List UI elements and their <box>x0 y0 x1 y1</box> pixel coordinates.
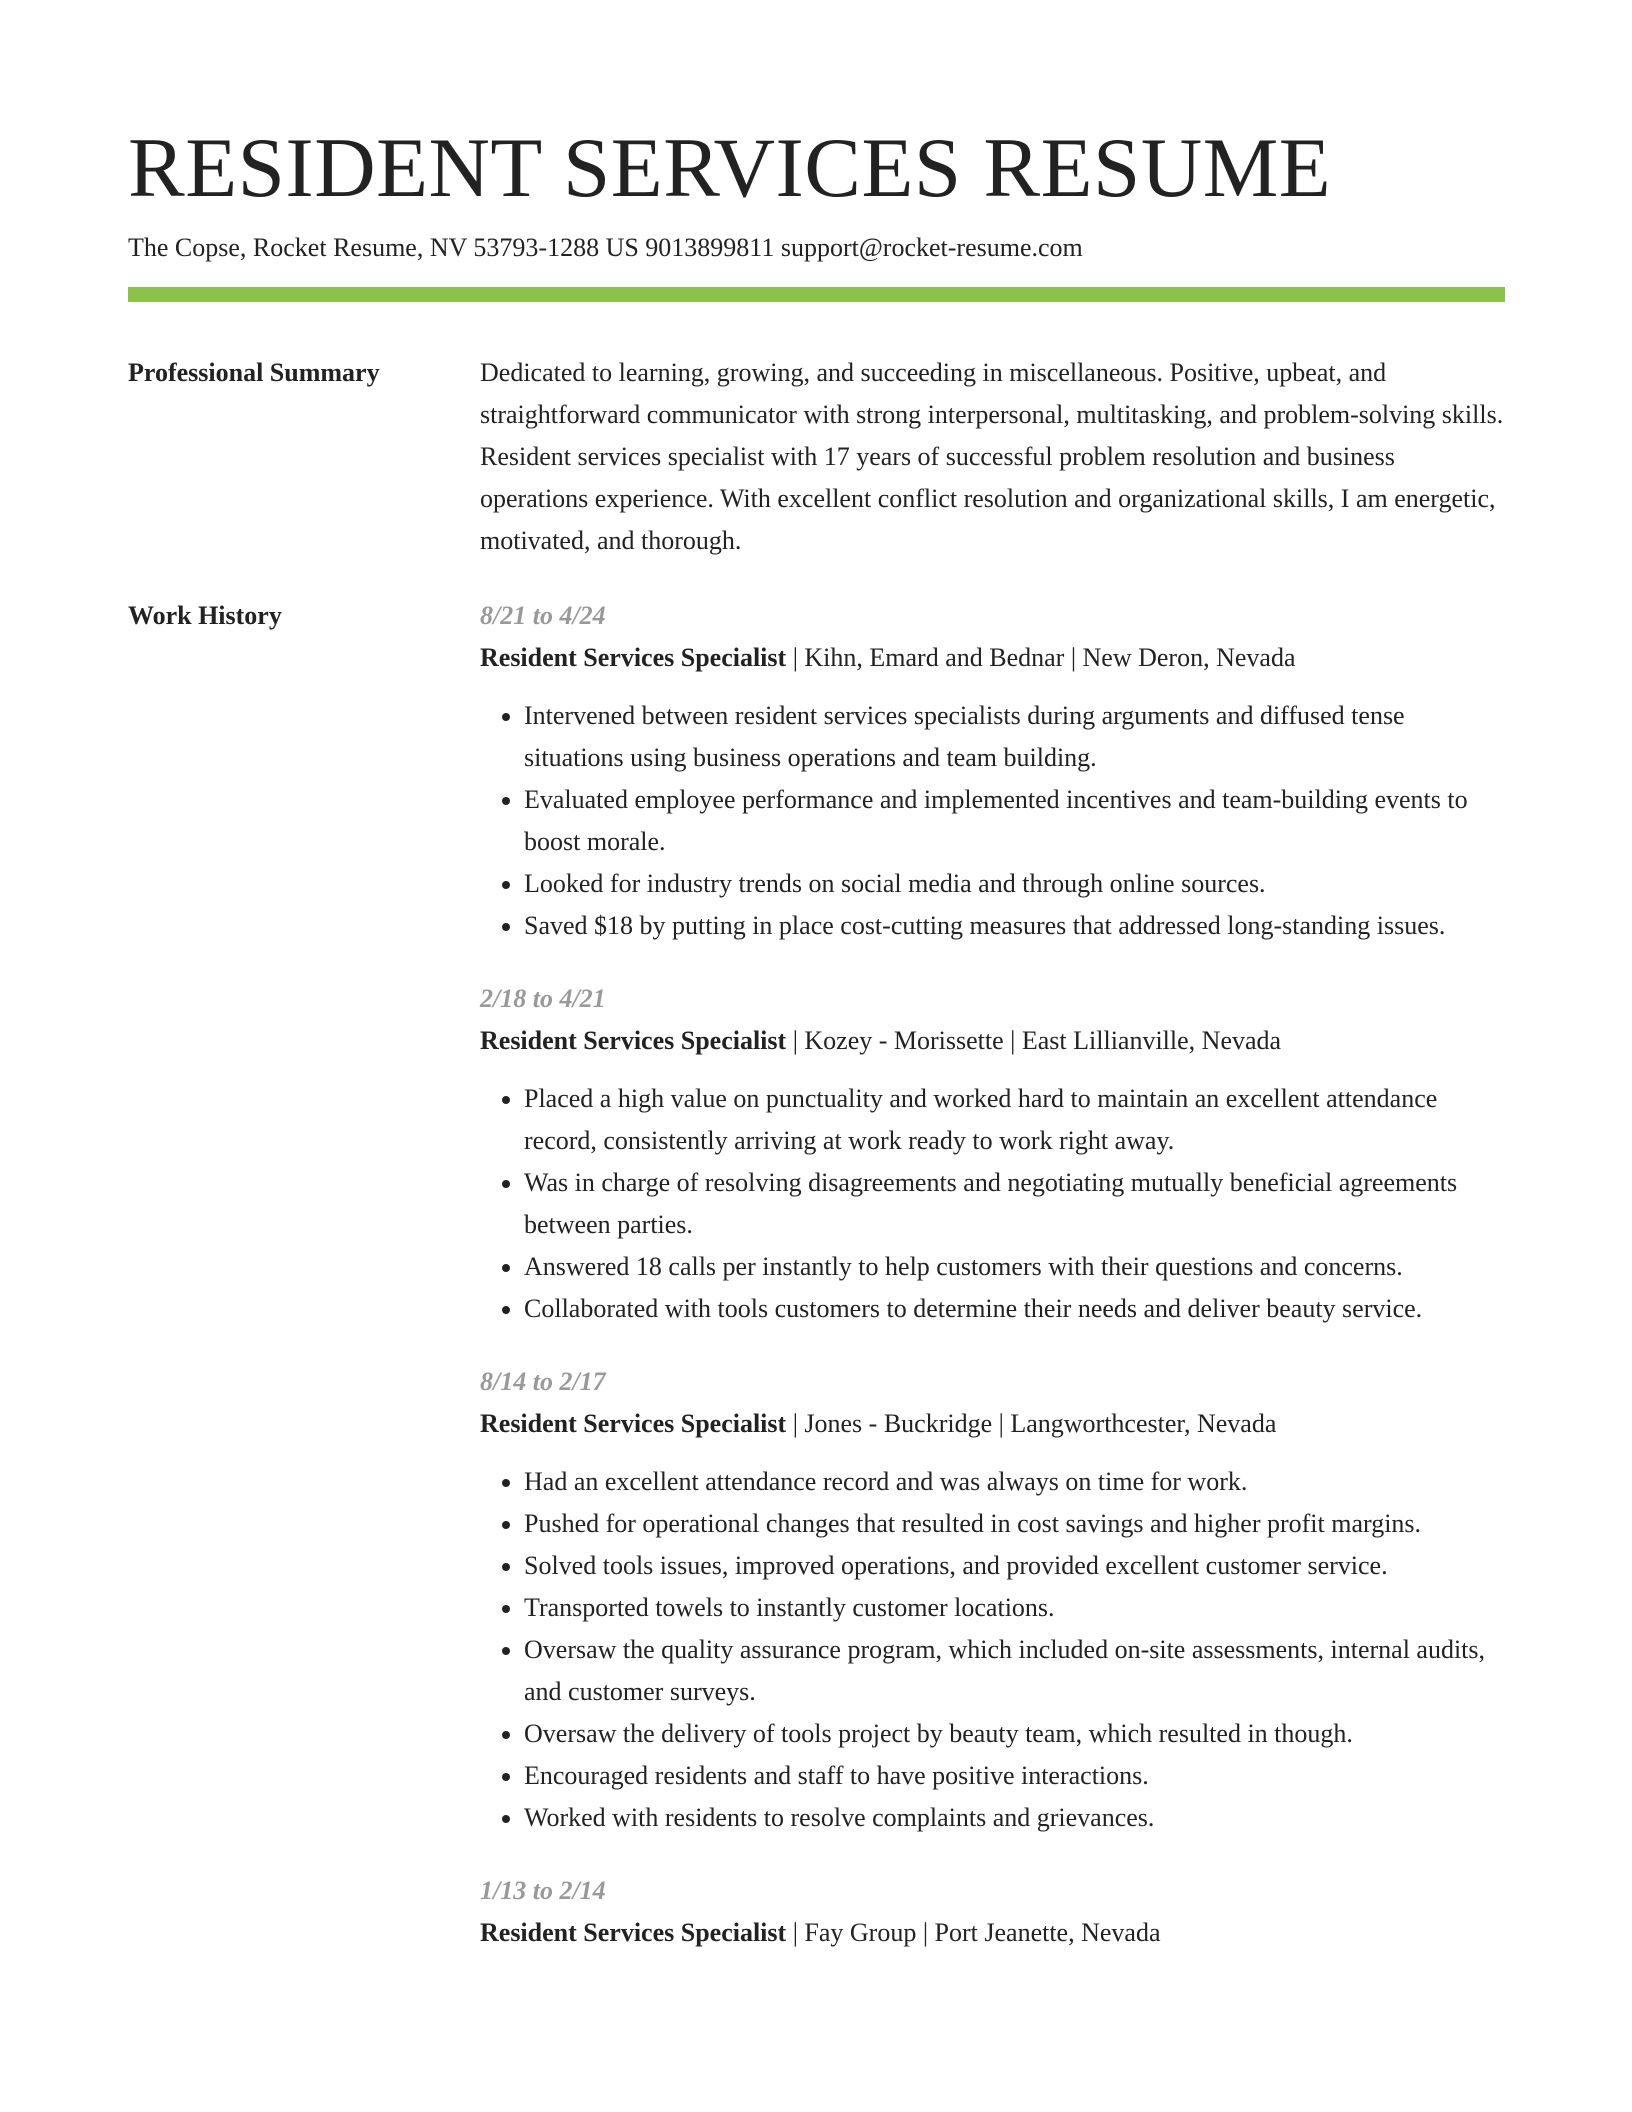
list-item: • Placed a high value on punctuality and worked hard to maintain an excellent attendance record, consistently arriving at work ready to work right away. <box>524 1078 1504 1162</box>
resume-title: RESIDENT SERVICES RESUME <box>128 121 1332 215</box>
section-label-professional-summary: Professional Summary <box>128 358 380 387</box>
accent-divider <box>128 287 1505 302</box>
job-heading <box>480 1403 1504 1445</box>
list-item: • Pushed for operational changes that resulted in cost savings and higher profit margins. <box>524 1503 1504 1545</box>
list-item: • Oversaw the delivery of tools project by beauty team, which resulted in though. <box>524 1713 1504 1755</box>
resume-page <box>128 0 1504 1985</box>
job-bullet-list <box>480 695 1504 947</box>
job-title: Resident Services Specialist <box>480 643 787 672</box>
job-employer-location: | Jones - Buckridge | Langworthcester, Nevada <box>786 1409 1277 1438</box>
professional-summary-section <box>128 352 1504 562</box>
list-item: • Had an excellent attendance record and was always on time for work. <box>524 1461 1504 1503</box>
summary-text: Dedicated to learning, growing, and succeeding in miscellaneous. Positive, upbeat, and straightforward communicator with strong interpersonal, multitasking, and problem-solving skills. Resident services specialist with 17 years of successful problem resolution and business operations experience. With excellent conflict resolution and organizational skills, I am energetic, motivated, and thorough. <box>480 358 1504 555</box>
job-entry <box>480 595 1504 947</box>
job-entry <box>480 1361 1504 1839</box>
list-item: • Was in charge of resolving disagreements and negotiating mutually beneficial agreements between parties. <box>524 1162 1504 1246</box>
work-history-section <box>128 595 1504 1985</box>
job-heading <box>480 1020 1504 1062</box>
job-employer-location: | Kihn, Emard and Bednar | New Deron, Nevada <box>786 643 1296 672</box>
list-item: • Worked with residents to resolve complaints and grievances. <box>524 1797 1504 1839</box>
job-dates: 1/13 to 2/14 <box>480 1876 606 1905</box>
job-heading <box>480 1912 1504 1954</box>
list-item: • Saved $18 by putting in place cost-cutting measures that addressed long-standing issues. <box>524 905 1504 947</box>
list-item: • Encouraged residents and staff to have positive interactions. <box>524 1755 1504 1797</box>
job-bullet-list <box>480 1461 1504 1839</box>
work-history-list <box>480 595 1504 1985</box>
job-entry <box>480 978 1504 1330</box>
job-employer-location: | Fay Group | Port Jeanette, Nevada <box>786 1918 1161 1947</box>
job-dates: 8/14 to 2/17 <box>480 1367 606 1396</box>
job-entry <box>480 1870 1504 1954</box>
job-dates: 2/18 to 4/21 <box>480 984 606 1013</box>
job-employer-location: | Kozey - Morissette | East Lillianville, Nevada <box>786 1026 1282 1055</box>
list-item: • Answered 18 calls per instantly to help customers with their questions and concerns. <box>524 1246 1504 1288</box>
list-item: • Intervened between resident services specialists during arguments and diffused tense situations using business operations and team building. <box>524 695 1504 779</box>
section-label-work-history: Work History <box>128 601 282 630</box>
job-title: Resident Services Specialist <box>480 1026 787 1055</box>
list-item: • Collaborated with tools customers to determine their needs and deliver beauty service. <box>524 1288 1504 1330</box>
list-item: • Solved tools issues, improved operations, and provided excellent customer service. <box>524 1545 1504 1587</box>
list-item: • Oversaw the quality assurance program, which included on-site assessments, internal audits, and customer surveys. <box>524 1629 1504 1713</box>
job-heading <box>480 637 1504 679</box>
list-item: • Looked for industry trends on social media and through online sources. <box>524 863 1504 905</box>
list-item: • Transported towels to instantly customer locations. <box>524 1587 1504 1629</box>
list-item: • Evaluated employee performance and implemented incentives and team-building events to boost morale. <box>524 779 1504 863</box>
job-dates: 8/21 to 4/24 <box>480 601 606 630</box>
job-bullet-list <box>480 1078 1504 1330</box>
contact-line: The Copse, Rocket Resume, NV 53793-1288 US 9013899811 support@rocket-resume.com <box>128 233 1083 262</box>
job-title: Resident Services Specialist <box>480 1409 787 1438</box>
job-title: Resident Services Specialist <box>480 1918 787 1947</box>
